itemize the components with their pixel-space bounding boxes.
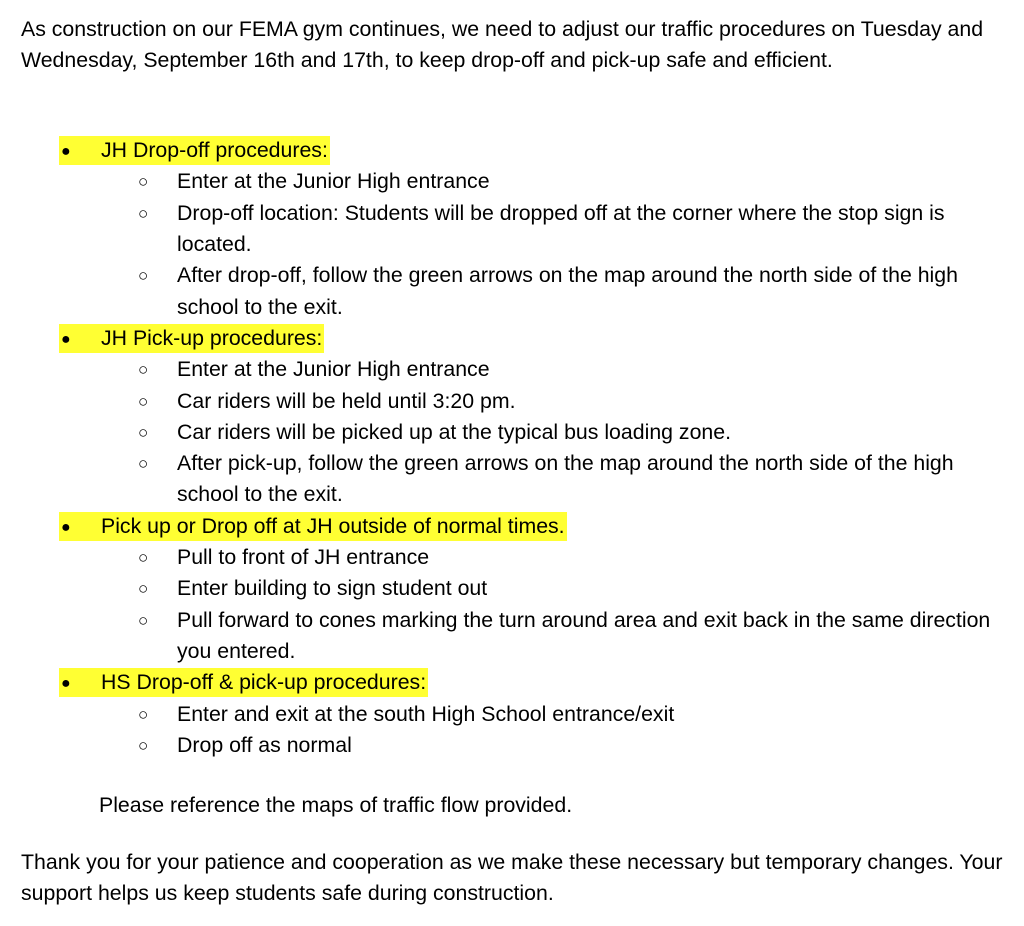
section-jh-outside-normal-times (0, 511, 1024, 668)
list-item (0, 542, 1017, 573)
list-item (0, 198, 1017, 261)
list-item-text: Car riders will be held until 3:20 pm. (177, 388, 516, 413)
sub-bullet-icon: ○ (138, 579, 149, 599)
section-heading: JH Pick-up procedures: (101, 325, 323, 350)
list-item (0, 386, 1017, 417)
section-hs-drop-off-pick-up (0, 667, 1024, 761)
list-item-text: Drop-off location: Students will be dropped off at the corner where the stop sign is located. (177, 200, 945, 256)
section-heading-highlight (59, 324, 324, 353)
list-item-text: Enter building to sign student out (177, 576, 488, 601)
list-item (0, 605, 1017, 668)
list-item-text: Enter at the Junior High entrance (177, 357, 490, 382)
list-item-text: Pull forward to cones marking the turn around area and exit back in the same direction you entered. (177, 607, 991, 664)
section-heading: Pick up or Drop off at JH outside of normal times. (101, 513, 565, 538)
list-item (0, 166, 1017, 197)
section-jh-drop-off (0, 135, 1024, 323)
list-item (0, 730, 1017, 761)
sub-bullet-icon: ○ (138, 704, 149, 724)
section-heading-highlight (59, 136, 330, 165)
bullet-icon: ● (61, 143, 71, 160)
list-item-text: After drop-off, follow the green arrows on the map around the north side of the high school to the exit. (177, 263, 958, 319)
section-heading: HS Drop-off & pick-up procedures: (101, 670, 427, 695)
sub-bullet-icon: ○ (138, 454, 149, 474)
sub-bullet-icon: ○ (138, 736, 149, 756)
sub-bullet-icon: ○ (138, 203, 149, 223)
sub-bullet-icon: ○ (138, 360, 149, 380)
list-item (0, 448, 1017, 511)
list-item-text: Enter at the Junior High entrance (177, 169, 490, 194)
closing-paragraph: Thank you for your patience and cooperation as we make these necessary but temporary changes. Your support helps us keep students safe during construction. (21, 850, 1003, 906)
section-heading: JH Drop-off procedures: (101, 138, 328, 162)
bullet-icon: ● (61, 675, 71, 693)
list-item (0, 417, 1017, 448)
bullet-icon: ● (61, 330, 71, 348)
sub-bullet-icon: ○ (138, 422, 149, 442)
bullet-icon: ● (61, 518, 71, 536)
maps-note: Please reference the maps of traffic flow provided. (99, 793, 573, 817)
list-item (0, 260, 1017, 323)
sub-bullet-icon: ○ (138, 172, 149, 192)
list-item (0, 354, 1017, 385)
procedures-list (0, 135, 1024, 761)
sub-bullet-icon: ○ (138, 266, 149, 286)
sub-bullet-icon: ○ (138, 548, 149, 568)
list-item-text: Drop off as normal (177, 733, 352, 758)
section-jh-pick-up (0, 323, 1024, 511)
section-heading-highlight (59, 668, 428, 697)
list-item (0, 573, 1017, 604)
list-item-text: Pull to front of JH entrance (177, 545, 430, 570)
list-item-text: Car riders will be picked up at the typical bus loading zone. (177, 419, 732, 444)
sub-bullet-icon: ○ (138, 610, 149, 630)
list-item (0, 699, 1017, 730)
section-heading-highlight (59, 512, 567, 541)
intro-paragraph: As construction on our FEMA gym continues, we need to adjust our traffic procedures on Tuesday and Wednesday, September 16th and 17th, to keep drop-off and pick-up safe and efficient. (21, 17, 984, 73)
list-item-text: After pick-up, follow the green arrows on the map around the north side of the high school to the exit. (177, 451, 954, 507)
list-item-text: Enter and exit at the south High School entrance/exit (177, 701, 675, 726)
sub-bullet-icon: ○ (138, 391, 149, 411)
